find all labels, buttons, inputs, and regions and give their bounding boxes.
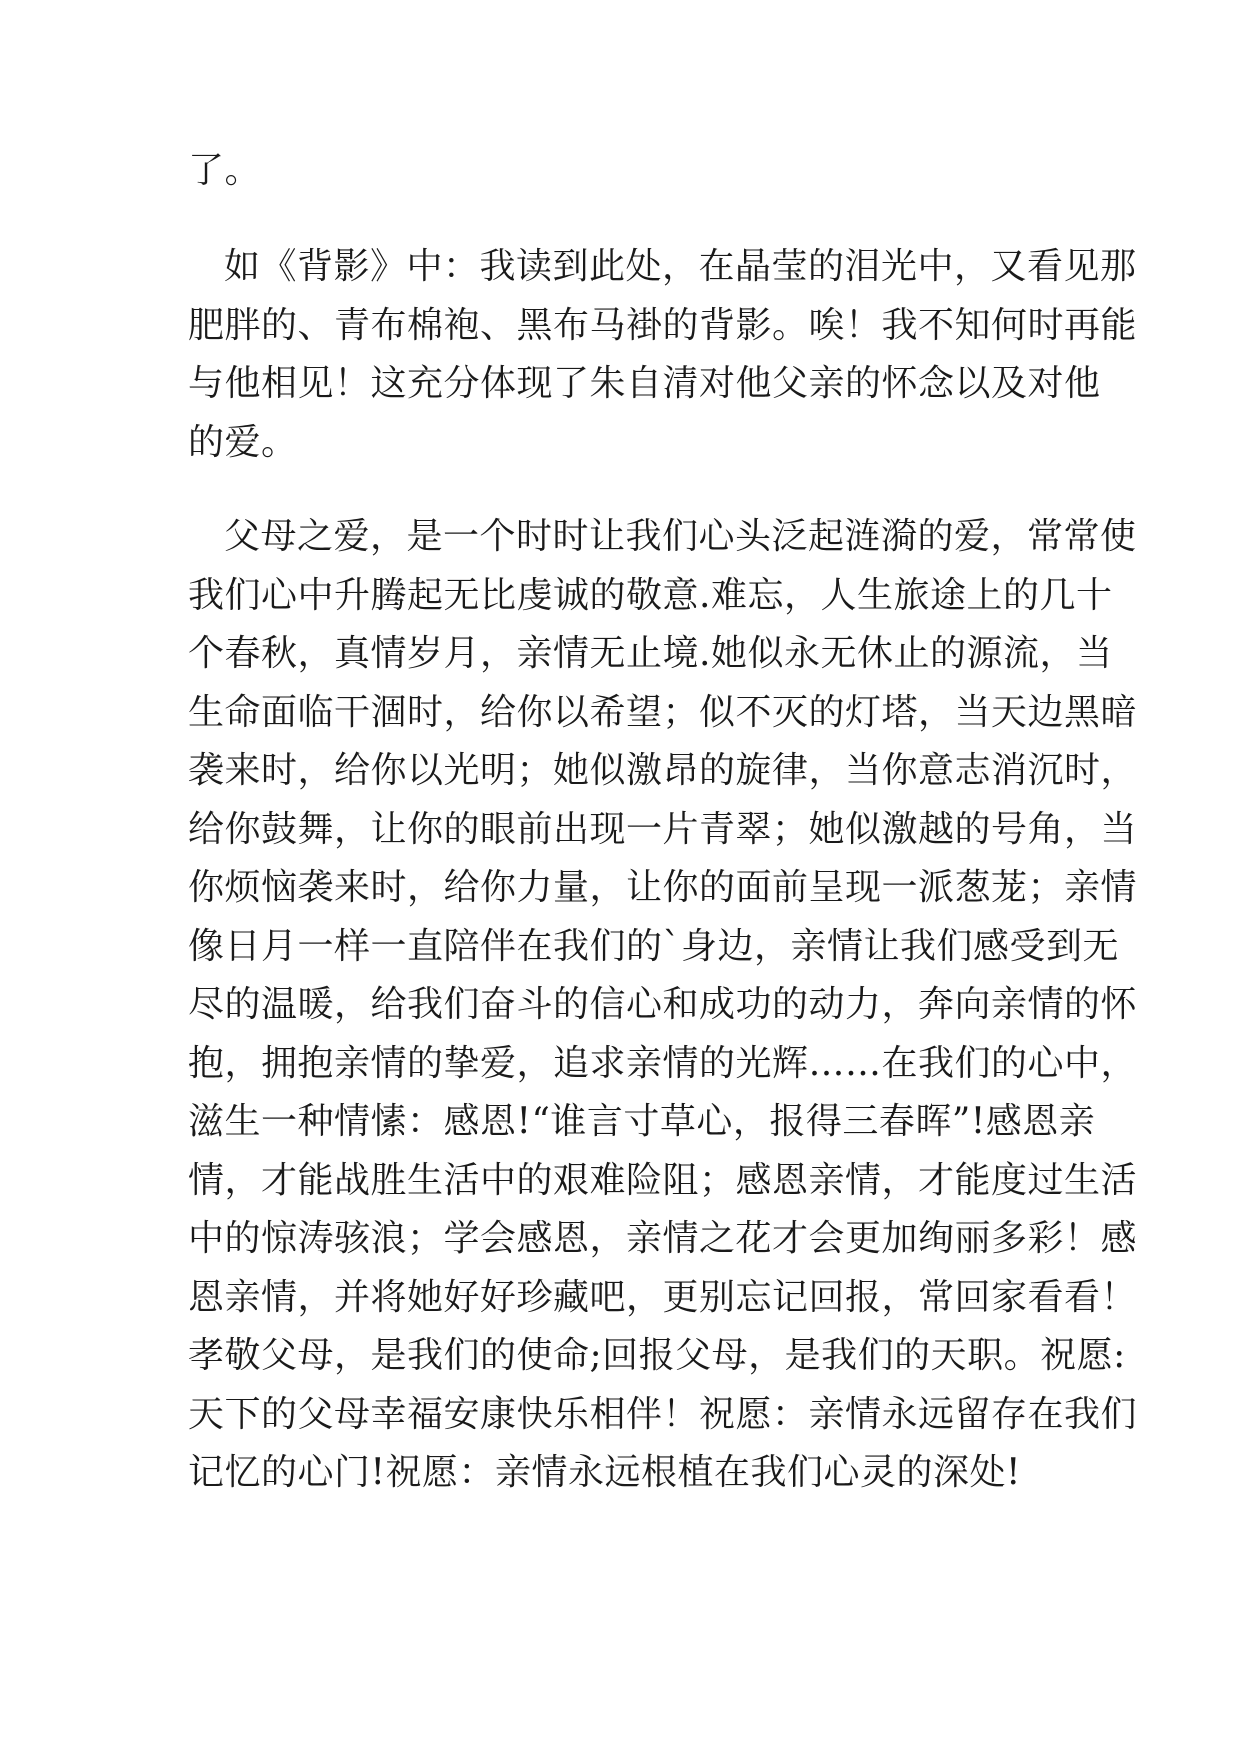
text-line: 情，才能战胜生活中的艰难险阻；感恩亲情，才能度过生活 — [188, 1159, 1138, 1201]
text-line: 记忆的心门!祝愿：亲情永远根植在我们心灵的深处! — [188, 1452, 1021, 1493]
text-line: 滋生一种情愫：感恩!“谁言寸草心，报得三春晖”!感恩亲 — [188, 1101, 1096, 1142]
paragraph-continuation — [188, 142, 1058, 201]
text-line: 了。 — [188, 150, 262, 191]
text-line: 天下的父母幸福安康快乐相伴！祝愿：亲情永远留存在我们 — [188, 1393, 1138, 1435]
paragraph-parents-love — [188, 508, 1138, 1503]
text-line: 给你鼓舞，让你的眼前出现一片青翠；她似激越的号角，当 — [188, 808, 1138, 850]
text-line: 袭来时，给你以光明；她似激昂的旋律，当你意志消沉时， — [188, 750, 1138, 791]
text-line: 生命面临干涸时，给你以希望；似不灭的灯塔，当天边黑暗 — [188, 691, 1138, 733]
text-line: 你烦恼袭来时，给你力量，让你的面前呈现一派葱茏；亲情 — [188, 867, 1138, 908]
text-line: 我们心中升腾起无比虔诚的敬意.难忘，人生旅途上的几十 — [188, 574, 1113, 616]
text-line: 尽的温暖，给我们奋斗的信心和成功的动力，奔向亲情的怀 — [188, 984, 1138, 1025]
text-line: 的爱。 — [188, 421, 298, 463]
text-line: 父母之爱，是一个时时让我们心头泛起涟漪的爱，常常使 — [224, 516, 1137, 557]
paragraph-beiying-quote — [188, 238, 1138, 472]
text-line: 与他相见！这充分体现了朱自清对他父亲的怀念以及对他 — [188, 363, 1101, 404]
text-line: 孝敬父母，是我们的使命;回报父母，是我们的天职。祝愿: — [188, 1335, 1126, 1376]
text-line: 像日月一样一直陪伴在我们的`身边，亲情让我们感受到无 — [188, 925, 1120, 967]
text-line: 中的惊涛骇浪；学会感恩，亲情之花才会更加绚丽多彩！感 — [188, 1218, 1138, 1259]
text-line: 抱，拥抱亲情的挚爱，追求亲情的光辉……在我们的心中， — [188, 1042, 1138, 1084]
text-line: 个春秋，真情岁月，亲情无止境.她似永无休止的源流，当 — [188, 633, 1113, 674]
text-line: 如《背影》中：我读到此处，在晶莹的泪光中，又看见那 — [224, 246, 1137, 287]
text-line: 恩亲情，并将她好好珍藏吧，更别忘记回报，常回家看看！ — [188, 1276, 1138, 1318]
text-line: 肥胖的、青布棉袍、黑布马褂的背影。唉！我不知何时再能 — [188, 304, 1138, 346]
